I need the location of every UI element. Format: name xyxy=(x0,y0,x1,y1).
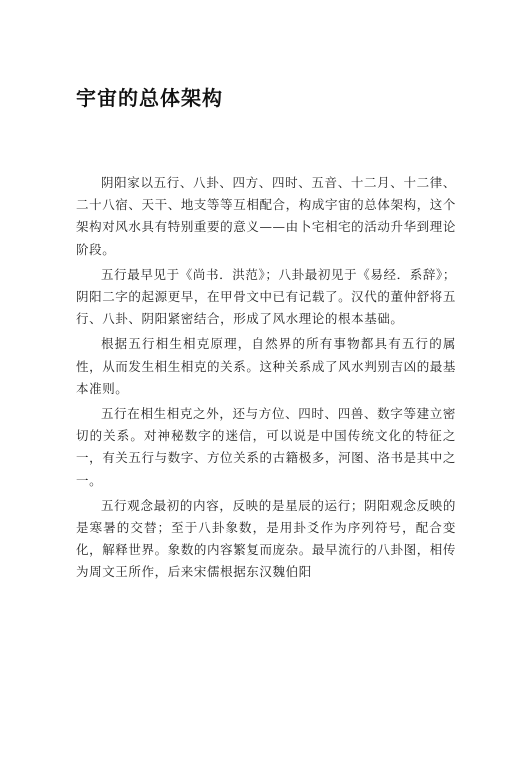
paragraph-1: 阴阳家以五行、八卦、四方、四时、五音、十二月、十二律、二十八宿、天干、地支等等互相配合，构成宇宙的总体架构，这个架构对风水具有特别重要的意义——由卜宅相宅的活动升华到理论阶段。 xyxy=(76,175,456,257)
paragraph-4: 五行在相生相克之外，还与方位、四时、四兽、数字等建立密切的关系。对神秘数字的迷信，可以说是中国传统文化的特征之一，有关五行与数字、方位关系的古籍极多，河图、洛书是其中之一。 xyxy=(76,406,456,488)
page-title: 宇宙的总体架构 xyxy=(76,86,223,110)
paragraph-5: 五行观念最初的内容，反映的是星辰的运行；阴阳观念反映的是寒暑的交替；至于八卦象数，是用卦爻作为序列符号，配合变化，解释世界。象数的内容繁复而庞杂。最早流行的八卦图，相传为周文王所作，后来宋儒根据东汉魏伯阳 xyxy=(76,497,456,580)
paragraph-2: 五行最早见于《尚书．洪范》；八卦最初见于《易经．系辞》；阴阳二字的起源更早，在甲骨文中已有记载了。汉代的董仲舒将五行、八卦、阴阳紧密结合，形成了风水理论的根本基础。 xyxy=(76,266,456,327)
paragraph-3: 根据五行相生相克原理，自然界的所有事物都具有五行的属性，从而发生相生相克的关系。这种关系成了风水判别吉凶的最基本准则。 xyxy=(76,336,456,396)
body-text xyxy=(76,172,456,587)
